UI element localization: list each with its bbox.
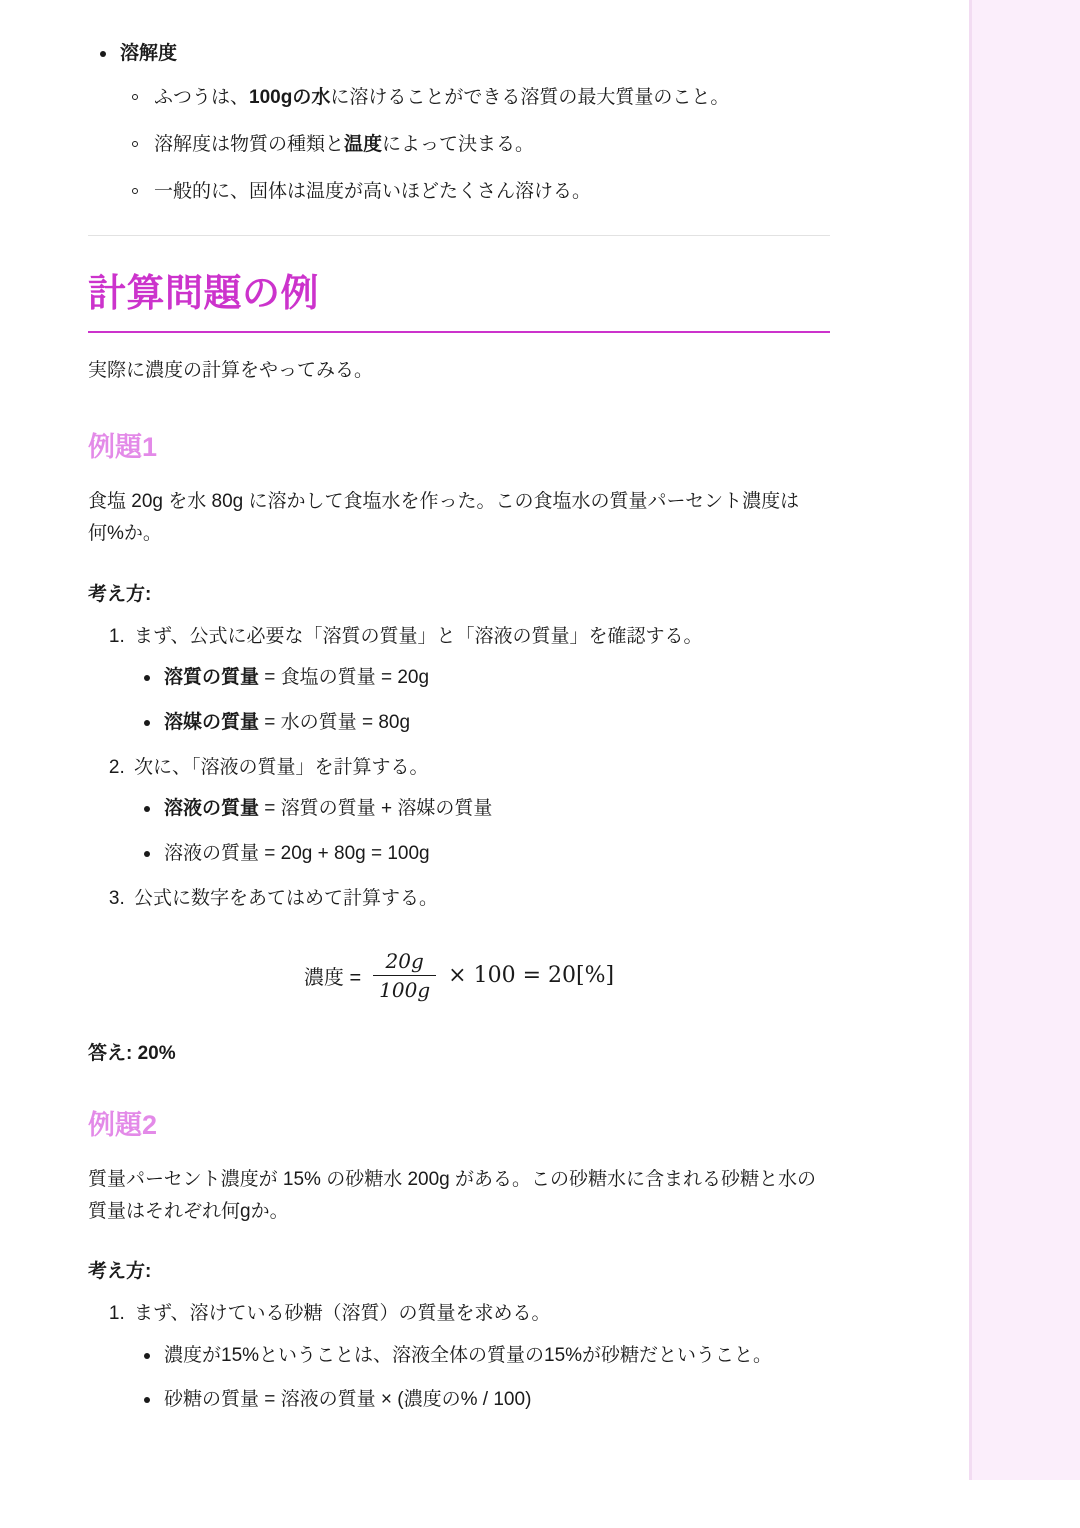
list-item [134, 840, 830, 869]
step-text: 公式に数字をあてはめて計算する。 [134, 888, 439, 910]
example1-title: 例題1 [88, 432, 158, 463]
example1-approach-label: 考え方: [88, 583, 152, 605]
sub-rest: 溶液の質量 = 20g + 80g = 100g [164, 842, 430, 864]
example2-title: 例題2 [88, 1109, 158, 1140]
example2-question: 質量パーセント濃度が 15% の砂糖水 200g がある。この砂糖水に含まれる砂糖と水の質量はそれぞれ何gか。 [88, 1168, 817, 1223]
list-item [130, 1299, 830, 1414]
list-item [134, 1342, 830, 1371]
item-prefix: 溶解度は物質の種類と [154, 133, 345, 155]
step-text: まず、公式に必要な「溶質の質量」と「溶液の質量」を確認する。 [134, 625, 703, 647]
sub-rest: 砂糖の質量 = 溶液の質量 × (濃度の% / 100) [164, 1389, 532, 1411]
item-prefix: 一般的に、固体は温度が高いほどたくさん溶ける。 [154, 181, 592, 203]
solubility-title: 溶解度 [120, 43, 178, 64]
example2-steps [88, 1299, 830, 1414]
sub-rest: = 溶質の質量 + 溶媒の質量 [259, 798, 493, 820]
item-suffix: によって決まる。 [382, 133, 535, 155]
sub-bold: 溶媒の質量 [164, 711, 260, 733]
step-sublist [134, 795, 830, 868]
list-item [134, 709, 830, 738]
decorative-side-band-edge [969, 0, 972, 1480]
list-item [134, 1386, 830, 1415]
fraction [373, 949, 436, 1002]
example1-steps [88, 622, 830, 915]
item-prefix: ふつうは、 [154, 86, 250, 108]
fraction-denominator: 100g [373, 975, 436, 1002]
sub-rest: = 食塩の質量 = 20g [259, 667, 430, 689]
section-divider [88, 235, 830, 236]
page-title: 計算問題の例 [88, 262, 830, 333]
item-bold: 100gの水 [249, 86, 331, 108]
step-sublist [134, 664, 830, 737]
list-item [120, 83, 830, 112]
formula-lhs: 濃度 = [303, 966, 362, 989]
list-item [120, 177, 830, 206]
list-item [134, 795, 830, 824]
document-content [88, 40, 830, 1431]
list-item [130, 753, 830, 868]
sub-bold: 溶液の質量 [164, 798, 260, 820]
sub-rest: 濃度が15%ということは、溶液全体の質量の15%が砂糖だということ。 [164, 1344, 773, 1366]
decorative-side-band [972, 0, 1080, 1480]
list-item [130, 622, 830, 737]
formula-expression [304, 949, 614, 1002]
fraction-numerator: 20g [385, 948, 424, 973]
step-sublist [134, 1342, 830, 1415]
list-item [134, 664, 830, 693]
section-intro: 実際に濃度の計算をやってみる。 [88, 359, 374, 381]
item-suffix: に溶けることができる溶質の最大質量のこと。 [330, 86, 730, 108]
solubility-list [88, 40, 830, 207]
example1-formula [88, 949, 830, 1002]
example2-approach-label: 考え方: [88, 1261, 152, 1283]
step-text: 次に、「溶液の質量」を計算する。 [134, 757, 429, 779]
sub-rest: = 水の質量 = 80g [259, 711, 411, 733]
item-bold: 温度 [344, 133, 383, 155]
list-item [88, 40, 830, 207]
step-text: まず、溶けている砂糖（溶質）の質量を求める。 [134, 1303, 551, 1325]
formula-rhs: × 100 = 20[%] [448, 962, 615, 988]
solubility-sublist [120, 83, 830, 207]
example1-answer: 答え: 20% [88, 1042, 176, 1064]
list-item [120, 130, 830, 159]
sub-bold: 溶質の質量 [164, 667, 260, 689]
example1-question: 食塩 20g を水 80g に溶かして食塩水を作った。この食塩水の質量パーセント濃度は何%か。 [88, 491, 800, 545]
list-item [130, 884, 830, 914]
